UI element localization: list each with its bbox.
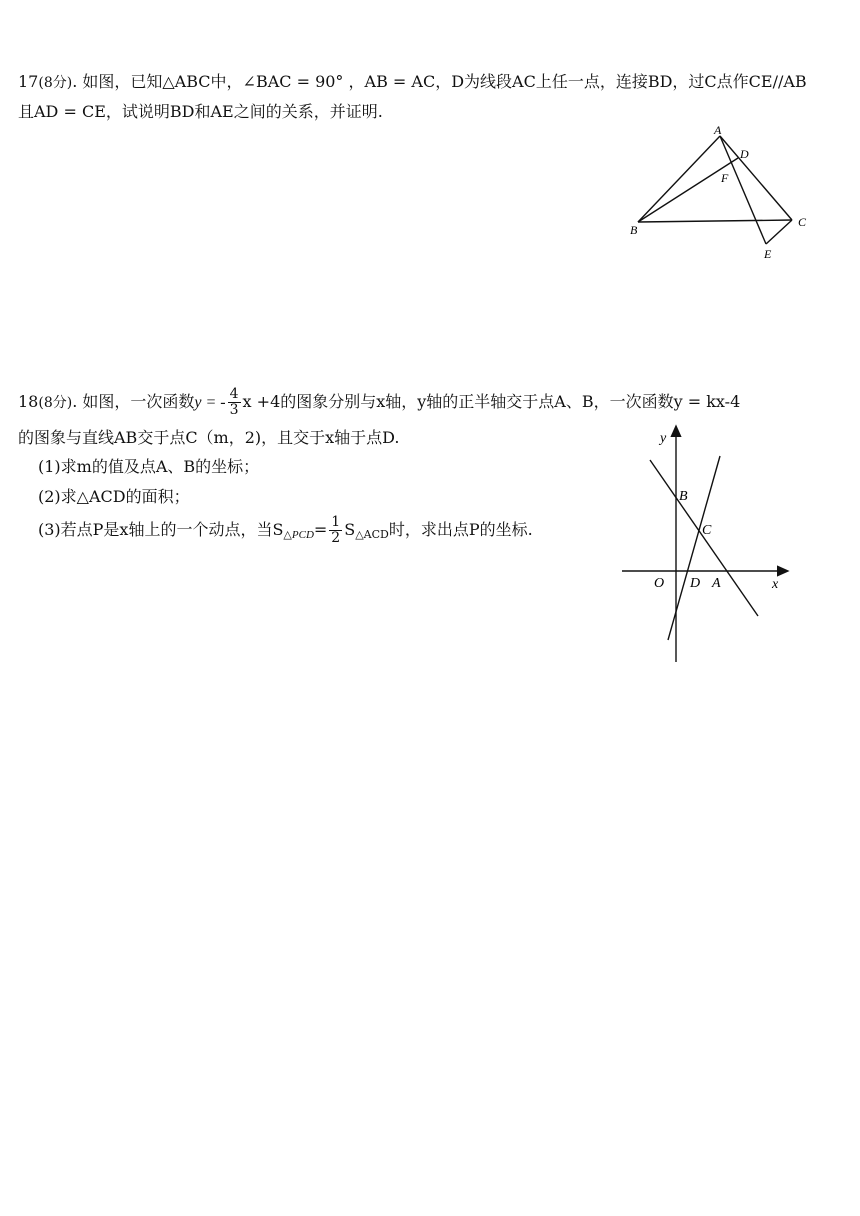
label-A: A — [712, 576, 721, 591]
label-O: O — [654, 576, 665, 591]
q18-frac-den: 3 — [229, 402, 239, 418]
q18-line2 — [18, 428, 400, 448]
q18-text-2: 的图象与直线AB交于点C（m，2)，且交于x轴于点D. — [18, 428, 400, 447]
q18-text-1b: x +4的图象分别与x轴，y轴的正半轴交于点A、B，一次函数y = kx-4 — [242, 392, 741, 411]
q18-sub3-s: S — [344, 520, 356, 539]
q18-sub3 — [38, 512, 533, 548]
q18-sub3-eq: = — [313, 520, 328, 539]
label-B: B — [679, 489, 688, 504]
q18-sub2 — [38, 487, 190, 507]
segment-AC — [720, 136, 792, 220]
label-D: D — [740, 147, 749, 161]
q18-line1 — [18, 384, 740, 420]
q17-line1 — [18, 72, 807, 93]
q18-y-eq: y = - — [194, 394, 226, 411]
q17-score: (8分) — [38, 75, 73, 91]
label-y: y — [660, 431, 667, 446]
label-B: B — [630, 223, 638, 237]
q18-sub1-text: (1)求m的值及点A、B的坐标； — [38, 457, 260, 476]
q18-sub3-fraction — [329, 515, 342, 546]
segment-BD — [638, 158, 738, 222]
q18-sub3-text-b: 时，求出点P的坐标. — [388, 520, 533, 539]
q18-sub3-den: 2 — [331, 530, 341, 546]
label-F: F — [721, 171, 729, 185]
q18-sub3-s1: △PCD — [283, 529, 314, 541]
q18-number: 18 — [18, 392, 39, 411]
q18-text-1a: . 如图，一次函数 — [72, 392, 195, 411]
label-x: x — [772, 577, 779, 592]
label-C: C — [798, 215, 807, 229]
label-E: E — [764, 247, 772, 261]
label-D: D — [690, 576, 701, 591]
q17-text-1: . 如图，已知△ABC中，∠BAC = 90° ，AB = AC，D为线段AC上任一点，连接BD，过C点作CE//AB — [72, 72, 807, 91]
q18-sub1 — [38, 457, 259, 477]
segment-BC — [638, 220, 792, 222]
segment-CE — [766, 220, 792, 244]
segment-AB — [638, 136, 720, 222]
q17-number: 17 — [18, 72, 39, 91]
q17-line2 — [18, 102, 383, 122]
q18-sub3-text-a: (3)若点P是x轴上的一个动点，当S — [38, 520, 284, 539]
q18-sub2-text: (2)求△ACD的面积； — [38, 487, 190, 506]
q18-sub3-s2: △ACD — [355, 528, 389, 541]
q17-text-2: 且AD = CE，试说明BD和AE之间的关系，并证明. — [18, 102, 383, 121]
q18-sub3-num: 1 — [331, 514, 341, 530]
q18-fraction — [228, 387, 241, 418]
q18-score: (8分) — [38, 395, 73, 411]
q18-figure — [610, 420, 800, 670]
label-C: C — [702, 523, 712, 538]
line-AB — [650, 460, 758, 616]
label-A: A — [714, 123, 722, 137]
q18-frac-num: 4 — [229, 386, 239, 402]
q17-figure — [620, 120, 820, 270]
